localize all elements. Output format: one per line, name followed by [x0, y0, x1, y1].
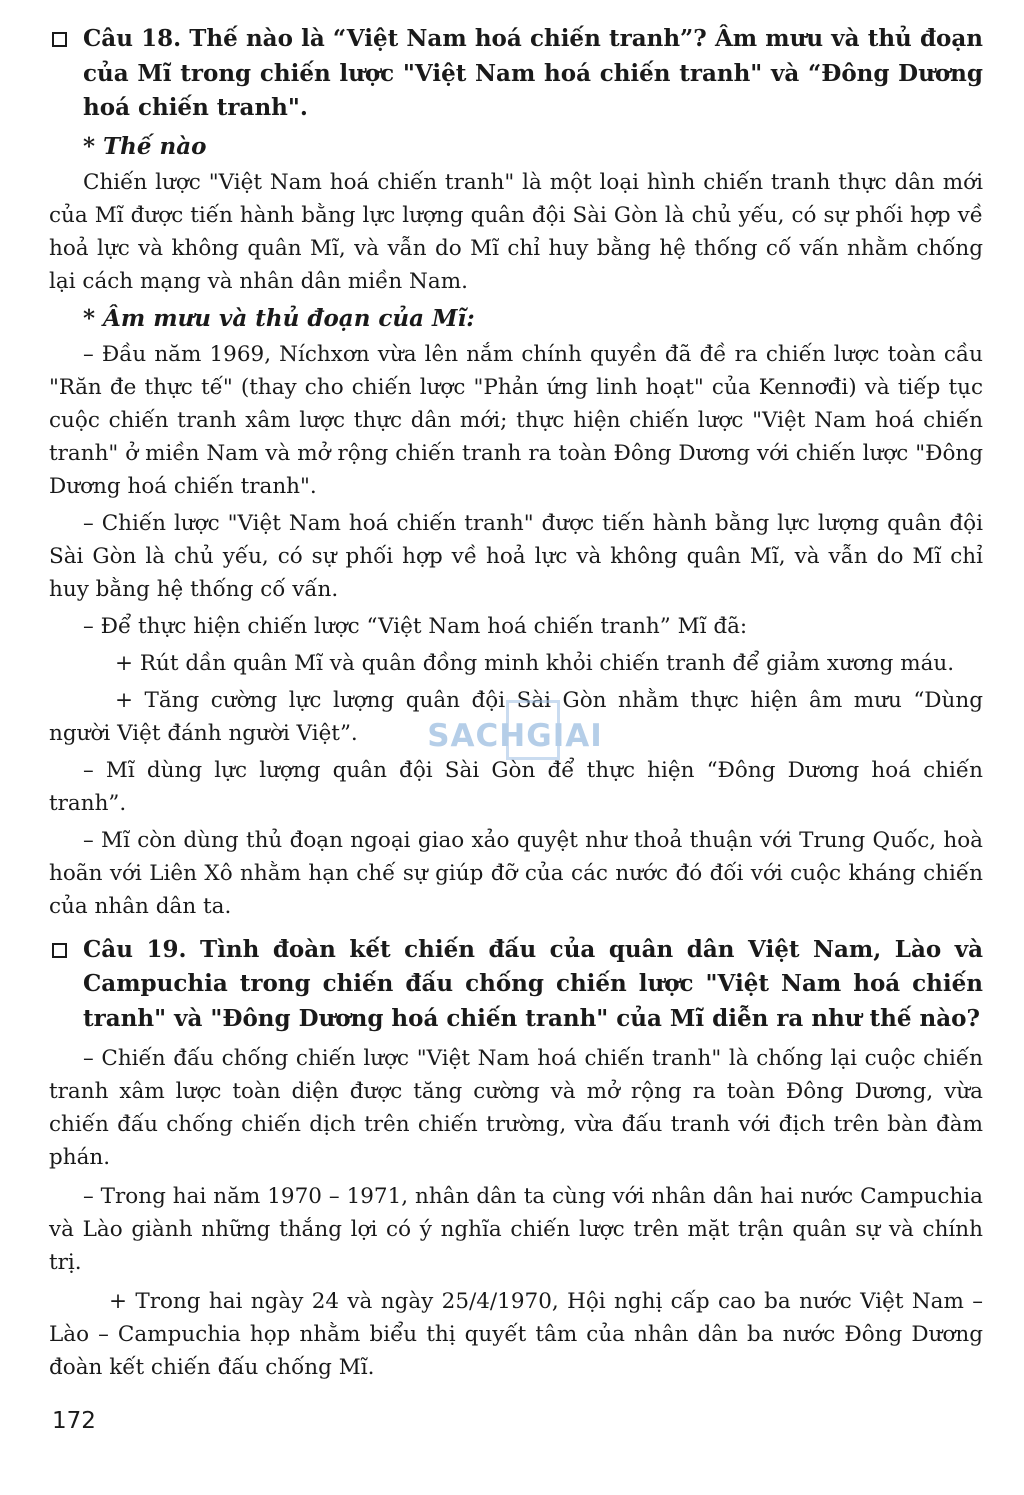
paragraph-definition: Chiến lược "Việt Nam hoá chiến tranh" là một loại hình chiến tranh thực dân mới của Mĩ được tiến hành bằng lực lượng quân đội Sài Gòn là chủ yếu, có sự phối hợp về hoả lực và không quân Mĩ, và vẫn do Mĩ chỉ huy bằng hệ thống cố vấn nhằm chống lại cách mạng và nhân dân miền Nam.: [49, 169, 983, 294]
paragraph-nixon-strategy: – Đầu năm 1969, Níchxơn vừa lên nắm chính quyền đã đề ra chiến lược toàn cầu "Răn đe thực tế" (thay cho chiến lược "Phản ứng linh hoạt" của Kennơđi) và tiếp tục cuộc chiến tranh xâm lược thực dân mới; thực hiện chiến lược "Việt Nam hoá chiến tranh" ở miền Nam và mở rộng chiến tranh ra toàn Đông Dương với chiến lược "Đông Dương hoá chiến tranh".: [49, 341, 983, 499]
watermark-text: SACHGIAI: [427, 718, 603, 754]
question-18-heading-text: Câu 18. Thế nào là “Việt Nam hoá chiến tranh”? Âm mưu và thủ đoạn của Mĩ trong chiến lược "Việt Nam hoá chiến tranh" và “Đông Dương hoá chiến tranh".: [83, 25, 983, 121]
question-19-heading-text: Câu 19. Tình đoàn kết chiến đấu của quân dân Việt Nam, Lào và Campuchia trong chiến đấu chống chiến lược "Việt Nam hoá chiến tranh" và "Đông Dương hoá chiến tranh" của Mĩ diễn ra như thế nào?: [83, 935, 983, 1032]
paragraph-us-measures-intro: – Để thực hiện chiến lược “Việt Nam hoá chiến tranh” Mĩ đã:: [83, 613, 748, 639]
page-content: [49, 22, 983, 1388]
paragraph-indochinization: – Mĩ dùng lực lượng quân đội Sài Gòn để thực hiện “Đông Dương hoá chiến tranh”.: [49, 757, 983, 816]
paragraph-summit-1970: + Trong hai ngày 24 và ngày 25/4/1970, Hội nghị cấp cao ba nước Việt Nam – Lào – Campuchia họp nhằm biểu thị quyết tâm của nhân dân ba nước Đông Dương đoàn kết chiến đấu chống Mĩ.: [49, 1289, 983, 1380]
question-19-heading: [49, 933, 983, 1037]
checkbox-square-icon: [52, 943, 67, 958]
checkbox-square-icon: [52, 32, 67, 47]
paragraph-fight-vietnamization: – Chiến đấu chống chiến lược "Việt Nam hoá chiến tranh" là chống lại cuộc chiến tranh xâm lược toàn diện được tăng cường và mở rộng ra toàn Đông Dương, vừa chiến đấu chống chiến dịch trên chiến trường, vừa đấu tranh với địch trên bàn đàm phán.: [49, 1046, 983, 1170]
paragraph-1970-1971-victories: – Trong hai năm 1970 – 1971, nhân dân ta cùng với nhân dân hai nước Campuchia và Lào giành những thắng lợi có ý nghĩa chiến lược trên mặt trận quân sự và chính trị.: [49, 1184, 983, 1275]
page-number: 172: [52, 1408, 96, 1434]
subheading-plot: * Âm mưu và thủ đoạn của Mĩ:: [83, 304, 475, 332]
paragraph-vietnamization-forces: – Chiến lược "Việt Nam hoá chiến tranh" được tiến hành bằng lực lượng quân đội Sài Gòn là chủ yếu, có sự phối hợp về hoả lực và không quân Mĩ, và vẫn do Mĩ chỉ huy bằng hệ thống cố vấn.: [49, 510, 983, 602]
question-18-heading: [49, 22, 983, 126]
paragraph-strengthen-saigon-army: + Tăng cường lực lượng quân đội Sài Gòn nhằm thực hiện âm mưu “Dùng người Việt đánh người Việt”.: [49, 687, 983, 746]
paragraph-troop-withdrawal: + Rút dần quân Mĩ và quân đồng minh khỏi chiến tranh để giảm xương máu.: [115, 650, 955, 676]
paragraph-diplomacy: – Mĩ còn dùng thủ đoạn ngoại giao xảo quyệt như thoả thuận với Trung Quốc, hoà hoãn với Liên Xô nhằm hạn chế sự giúp đỡ của các nước đó đối với cuộc kháng chiến của nhân dân ta.: [49, 827, 983, 919]
subheading-definition: * Thế nào: [83, 132, 207, 160]
